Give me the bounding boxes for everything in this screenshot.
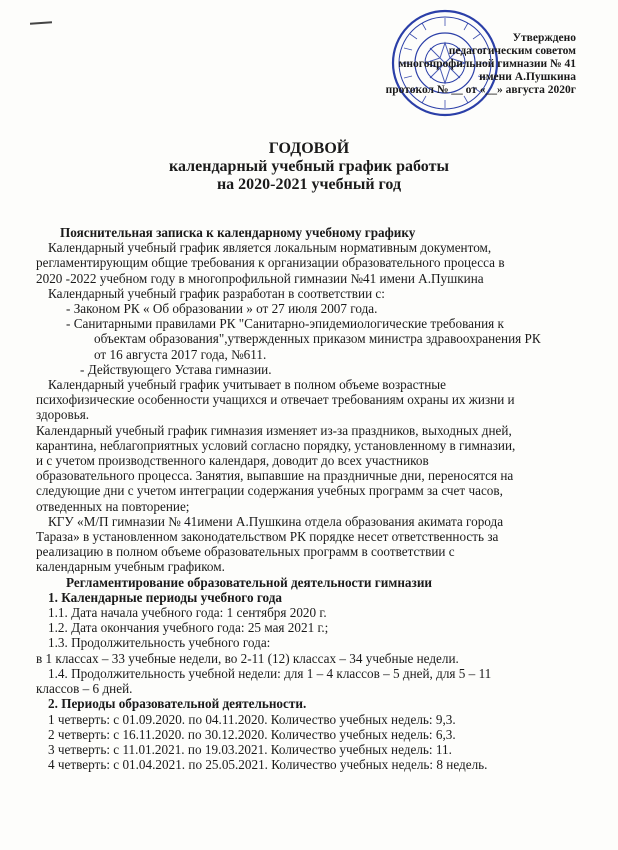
text-line: - Санитарными правилами РК "Санитарно-эпидемиологические требования к — [66, 316, 504, 332]
subsection-heading: 1. Календарные периоды учебного года — [48, 589, 282, 605]
quarter-line: 1 четверть: с 01.09.2020. по 04.11.2020. Количество учебных недель: 9,3. — [48, 711, 456, 727]
text-line: 1.4. Продолжительность учебной недели: для 1 – 4 классов – 5 дней, для 5 – 11 — [48, 665, 492, 681]
text-line: образовательного процесса. Занятия, выпавшие на праздничные дни, переносятся на — [36, 468, 514, 484]
text-line: 2020 -2022 учебном году в многопрофильной гимназии №41 имени А.Пушкина — [36, 270, 484, 286]
text-line: объектам образования",утвержденных приказом министра здравоохранения РК — [94, 331, 541, 347]
text-line: здоровья. — [36, 407, 90, 423]
title-line: на 2020-2021 учебный год — [216, 176, 402, 193]
text-line: Календарный учебный график является локальным нормативным документом, — [48, 240, 492, 256]
text-line: реализацию в полном объеме образовательных программ в соответствии с — [36, 544, 455, 560]
approval-line: имени А.Пушкина — [479, 71, 576, 83]
text-line: календарным учебным графиком. — [36, 559, 225, 575]
text-line: психофизические особенности учащихся и отвечает требованиям охраны их жизни и — [36, 392, 515, 408]
approval-line: Утверждено — [512, 32, 576, 44]
text-line: классов – 6 дней. — [36, 681, 133, 697]
approval-line: педагогическим советом — [448, 45, 576, 57]
approval-line: многопрофильной гимназии № 41 — [398, 58, 576, 70]
text-line: регламентирующим общие требования к организации образовательного процесса в — [36, 255, 505, 271]
text-line: - Законом РК « Об образовании » от 27 июля 2007 года. — [66, 301, 378, 317]
note-heading: Пояснительная записка к календарному учебному графику — [60, 225, 416, 240]
document-title — [0, 140, 618, 194]
section-heading: Регламентирование образовательной деятельности гимназии — [66, 574, 433, 590]
text-line: 1.1. Дата начала учебного года: 1 сентября 2020 г. — [48, 605, 327, 621]
quarter-line: 3 четверть: с 11.01.2021. по 19.03.2021. Количество учебных недель: 11. — [48, 741, 452, 757]
text-line: Тараза» в установленном законодательством РК порядке несет ответственность за — [36, 529, 499, 545]
text-line: Календарный учебный график разработан в соответствии с: — [48, 285, 385, 301]
text-line: 1.3. Продолжительность учебного года: — [48, 635, 271, 651]
text-line: и с учетом производственного календаря, доводит до всех участников — [36, 453, 429, 469]
subsection-heading: 2. Периоды образовательной деятельности. — [48, 696, 307, 712]
text-line: карантина, неблагоприятных условий согласно порядку, установленному в гимназии, — [36, 437, 516, 453]
scan-mark — [30, 21, 52, 25]
quarter-line: 4 четверть: с 01.04.2021. по 25.05.2021. Количество учебных недель: 8 недель. — [48, 757, 488, 773]
text-line: - Действующего Устава гимназии. — [80, 361, 272, 377]
quarter-line: 2 четверть: с 16.11.2020. по 30.12.2020. Количество учебных недель: 6,3. — [48, 726, 456, 742]
text-line: 1.2. Дата окончания учебного года: 25 мая 2021 г.; — [48, 620, 329, 636]
text-line: в 1 классах – 33 учебные недели, во 2-11 (12) классах – 34 учебные недели. — [36, 650, 459, 666]
text-line: от 16 августа 2017 года, №611. — [94, 346, 267, 362]
document-body — [36, 225, 584, 772]
text-line: КГУ «М/П гимназии № 41имени А.Пушкина отдела образования акимата города — [48, 513, 504, 529]
title-line: календарный учебный график работы — [169, 158, 449, 175]
approval-block — [336, 32, 576, 97]
approval-line: протокол № __ от «__» августа 2020г — [385, 84, 576, 96]
text-line: Календарный учебный график учитывает в полном объеме возрастные — [48, 377, 447, 393]
text-line: Календарный учебный график гимназия изменяет из-за праздников, выходных дней, — [36, 422, 512, 438]
title-line: ГОДОВОЙ — [268, 140, 350, 157]
text-line: следующие дни с учетом интеграции содержания учебных программ за счет часов, — [36, 483, 503, 499]
text-line: отведенных на повторение; — [36, 498, 190, 514]
